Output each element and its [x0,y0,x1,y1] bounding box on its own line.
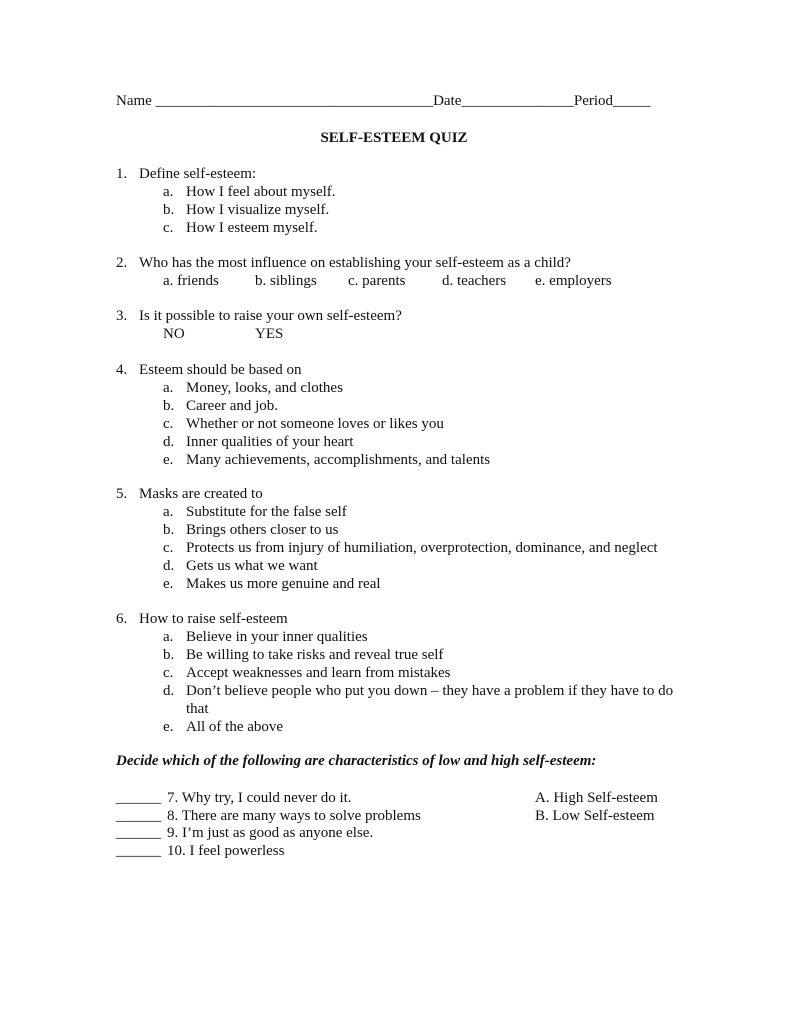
answer-key-b: B. Low Self-esteem [535,808,655,824]
option-b: b. Career and job. [163,398,279,414]
matching-item-8 [116,807,686,825]
matching-item-7 [116,789,686,807]
inline-options [116,272,686,290]
answer-blank[interactable]: ______ [116,843,161,859]
option-c: c. Whether or not someone loves or likes you [163,416,444,432]
option-e: e. Makes us more genuine and real [163,576,381,592]
matching-instructions: Decide which of the following are characteristics of low and high self-esteem: [116,753,597,769]
option-c: c. parents [348,273,406,289]
option-a: a. How I feel about myself. [163,184,336,200]
answer-blank[interactable]: ______ [116,808,161,824]
option-c: c. Protects us from injury of humiliation, overprotection, dominance, and neglect [163,540,658,556]
option-e: e. All of the above [163,719,284,735]
question-4 [116,361,686,469]
question-text: Esteem should be based on [139,362,302,378]
question-text: How to raise self-esteem [139,611,288,627]
matching-item-10 [116,842,686,860]
option-a: a. Substitute for the false self [163,504,347,520]
page-title: SELF-ESTEEM QUIZ [320,130,468,146]
option-a: a. friends [163,273,219,289]
option-e: e. Many achievements, accomplishments, and talents [163,452,491,468]
question-number: 3. [116,308,128,324]
answer-blank[interactable]: ______ [116,790,161,806]
question-number: 4. [116,362,128,378]
option-e: e. employers [535,273,612,289]
question-5 [116,485,686,593]
matching-item-9 [116,824,686,842]
option-a: a. Believe in your inner qualities [163,629,368,645]
option-b: b. How I visualize myself. [163,202,330,218]
question-text: Masks are created to [139,486,263,502]
name-date-period-line: Name _____________________________________Date_______________Period_____ [116,93,651,109]
option-b: b. siblings [255,273,317,289]
answer-blank[interactable]: ______ [116,825,161,841]
option-d: d. Gets us what we want [163,558,318,574]
matching-statement: 7. Why try, I could never do it. [167,790,352,806]
option-no: NO [163,326,185,342]
option-d: d. Don’t believe people who put you down – they have a problem if they have to do that [163,683,674,717]
question-1 [116,165,686,237]
question-text: Is it possible to raise your own self-esteem? [139,308,402,324]
matching-statement: 9. I’m just as good as anyone else. [167,825,374,841]
matching-statement: 8. There are many ways to solve problems [167,808,421,824]
question-number: 6. [116,611,128,627]
question-6 [116,610,686,736]
inline-options [116,325,686,343]
question-3 [116,307,686,343]
question-text: Define self-esteem: [139,166,257,182]
option-c: c. How I esteem myself. [163,220,318,236]
option-d: d. teachers [442,273,507,289]
option-c: c. Accept weaknesses and learn from mistakes [163,665,451,681]
question-number: 5. [116,486,128,502]
question-text: Who has the most influence on establishing your self-esteem as a child? [139,255,571,271]
question-2 [116,254,686,290]
option-b: b. Brings others closer to us [163,522,339,538]
question-number: 1. [116,166,128,182]
matching-statement: 10. I feel powerless [167,843,285,859]
option-b: b. Be willing to take risks and reveal true self [163,647,444,663]
option-a: a. Money, looks, and clothes [163,380,343,396]
answer-key-a: A. High Self-esteem [535,790,658,806]
question-number: 2. [116,255,128,271]
option-d: d. Inner qualities of your heart [163,434,354,450]
option-yes: YES [255,326,284,342]
